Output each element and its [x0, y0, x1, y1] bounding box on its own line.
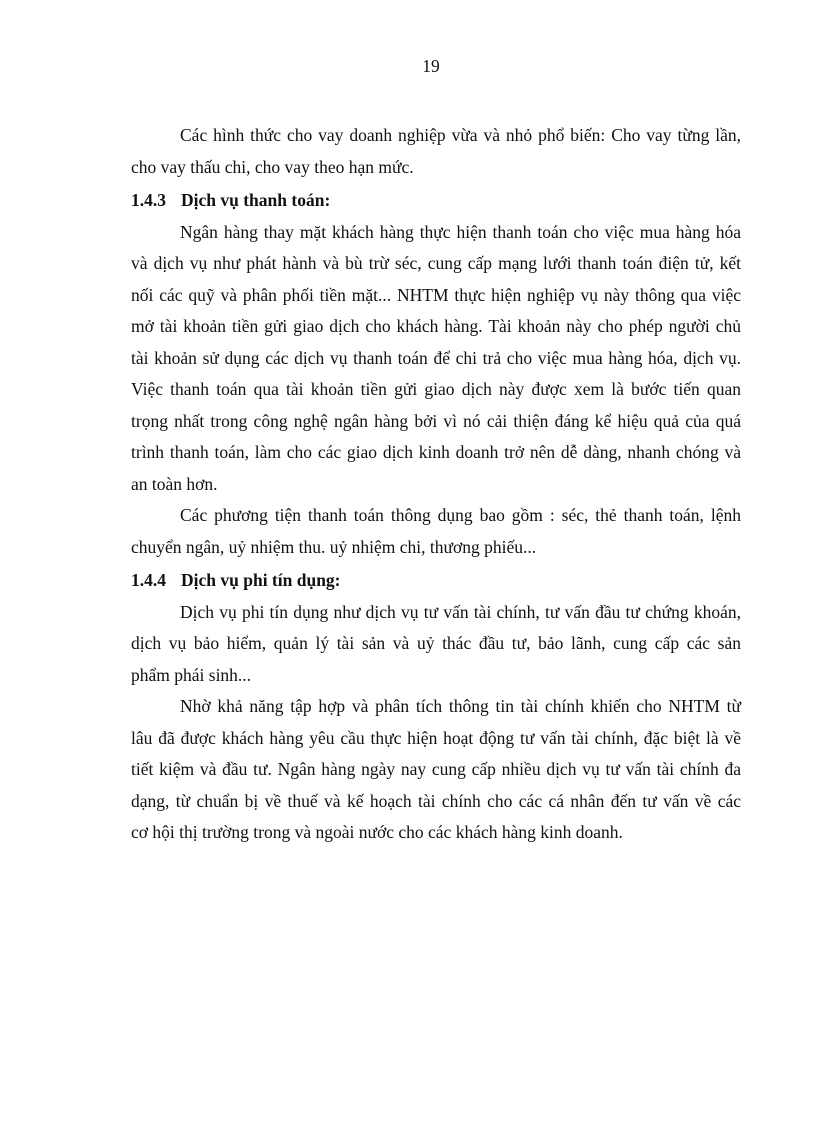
non-credit-services-paragraph — [131, 597, 741, 692]
paragraph-line: Các hình thức cho vay doanh nghiệp vừa và nhỏ phổ biến: Cho vay từng lần, — [180, 125, 741, 145]
paragraph-line: trọng nhất trong công nghệ ngân hàng bởi vì nó cải thiện đáng kể hiệu quả của quá — [131, 410, 741, 431]
paragraph-line: chuyển ngân, uỷ nhiệm thu. uỷ nhiệm chi, thương phiếu... — [131, 536, 537, 557]
section-number: 1.4.4 — [131, 570, 166, 590]
payment-instruments-paragraph — [131, 500, 741, 563]
payment-services-paragraph — [131, 217, 741, 501]
paragraph-line: lâu đã được khách hàng yêu cầu thực hiện hoạt động tư vấn tài chính, đặc biệt là về — [131, 727, 741, 748]
page-number: 19 — [422, 56, 440, 76]
paragraph-line: dịch vụ bảo hiểm, quản lý tài sản và uỷ thác đầu tư, bảo lãnh, cung cấp các sản — [131, 633, 741, 653]
document-body — [131, 120, 741, 849]
paragraph-line: trình thanh toán, làm cho các giao dịch kinh doanh trở nên dễ dàng, nhanh chóng và — [131, 442, 741, 462]
financial-advisory-paragraph — [131, 691, 741, 849]
paragraph-line: Nhờ khả năng tập hợp và phân tích thông tin tài chính khiến cho NHTM từ — [180, 696, 741, 716]
paragraph-line: mở tài khoản tiền gửi giao dịch cho khách hàng. Tài khoản này cho phép người chủ — [131, 316, 741, 336]
paragraph-line: cho vay thấu chi, cho vay theo hạn mức. — [131, 156, 414, 177]
paragraph-line: dạng, từ chuẩn bị về thuế và kế hoạch tài chính cho các cá nhân đến tư vấn về các — [131, 790, 741, 811]
paragraph-line: an toàn hơn. — [131, 473, 218, 494]
section-heading-1-4-3 — [131, 185, 741, 217]
paragraph-line: tiết kiệm và đầu tư. Ngân hàng ngày nay cung cấp nhiều dịch vụ tư vấn tài chính đa — [131, 759, 741, 779]
paragraph-line: Ngân hàng thay mặt khách hàng thực hiện thanh toán cho việc mua hàng hóa — [180, 221, 741, 242]
paragraph-line: cơ hội thị trường trong và ngoài nước cho các khách hàng kinh doanh. — [131, 822, 623, 842]
section-title: Dịch vụ phi tín dụng: — [181, 570, 341, 590]
section-title: Dịch vụ thanh toán: — [181, 190, 331, 210]
paragraph-line: tài khoản sử dụng các dịch vụ thanh toán để chi trả cho việc mua hàng hóa, dịch vụ. — [131, 347, 741, 368]
paragraph-line: nối các quỹ và phân phối tiền mặt... NHTM thực hiện nghiệp vụ này thông qua việc — [131, 284, 741, 305]
paragraph-line: phẩm phái sinh... — [131, 664, 252, 685]
paragraph-line: Việc thanh toán qua tài khoản tiền gửi giao dịch này được xem là bước tiến quan — [131, 379, 741, 399]
section-number: 1.4.3 — [131, 190, 166, 210]
intro-paragraph — [131, 120, 741, 183]
section-heading-1-4-4 — [131, 565, 741, 597]
paragraph-line: Dịch vụ phi tín dụng như dịch vụ tư vấn tài chính, tư vấn đầu tư chứng khoán, — [180, 601, 741, 622]
paragraph-line: Các phương tiện thanh toán thông dụng bao gồm : séc, thẻ thanh toán, lệnh — [180, 505, 741, 525]
paragraph-line: và dịch vụ như phát hành và bù trừ séc, cung cấp mạng lưới thanh toán điện tử, kết — [131, 253, 741, 273]
